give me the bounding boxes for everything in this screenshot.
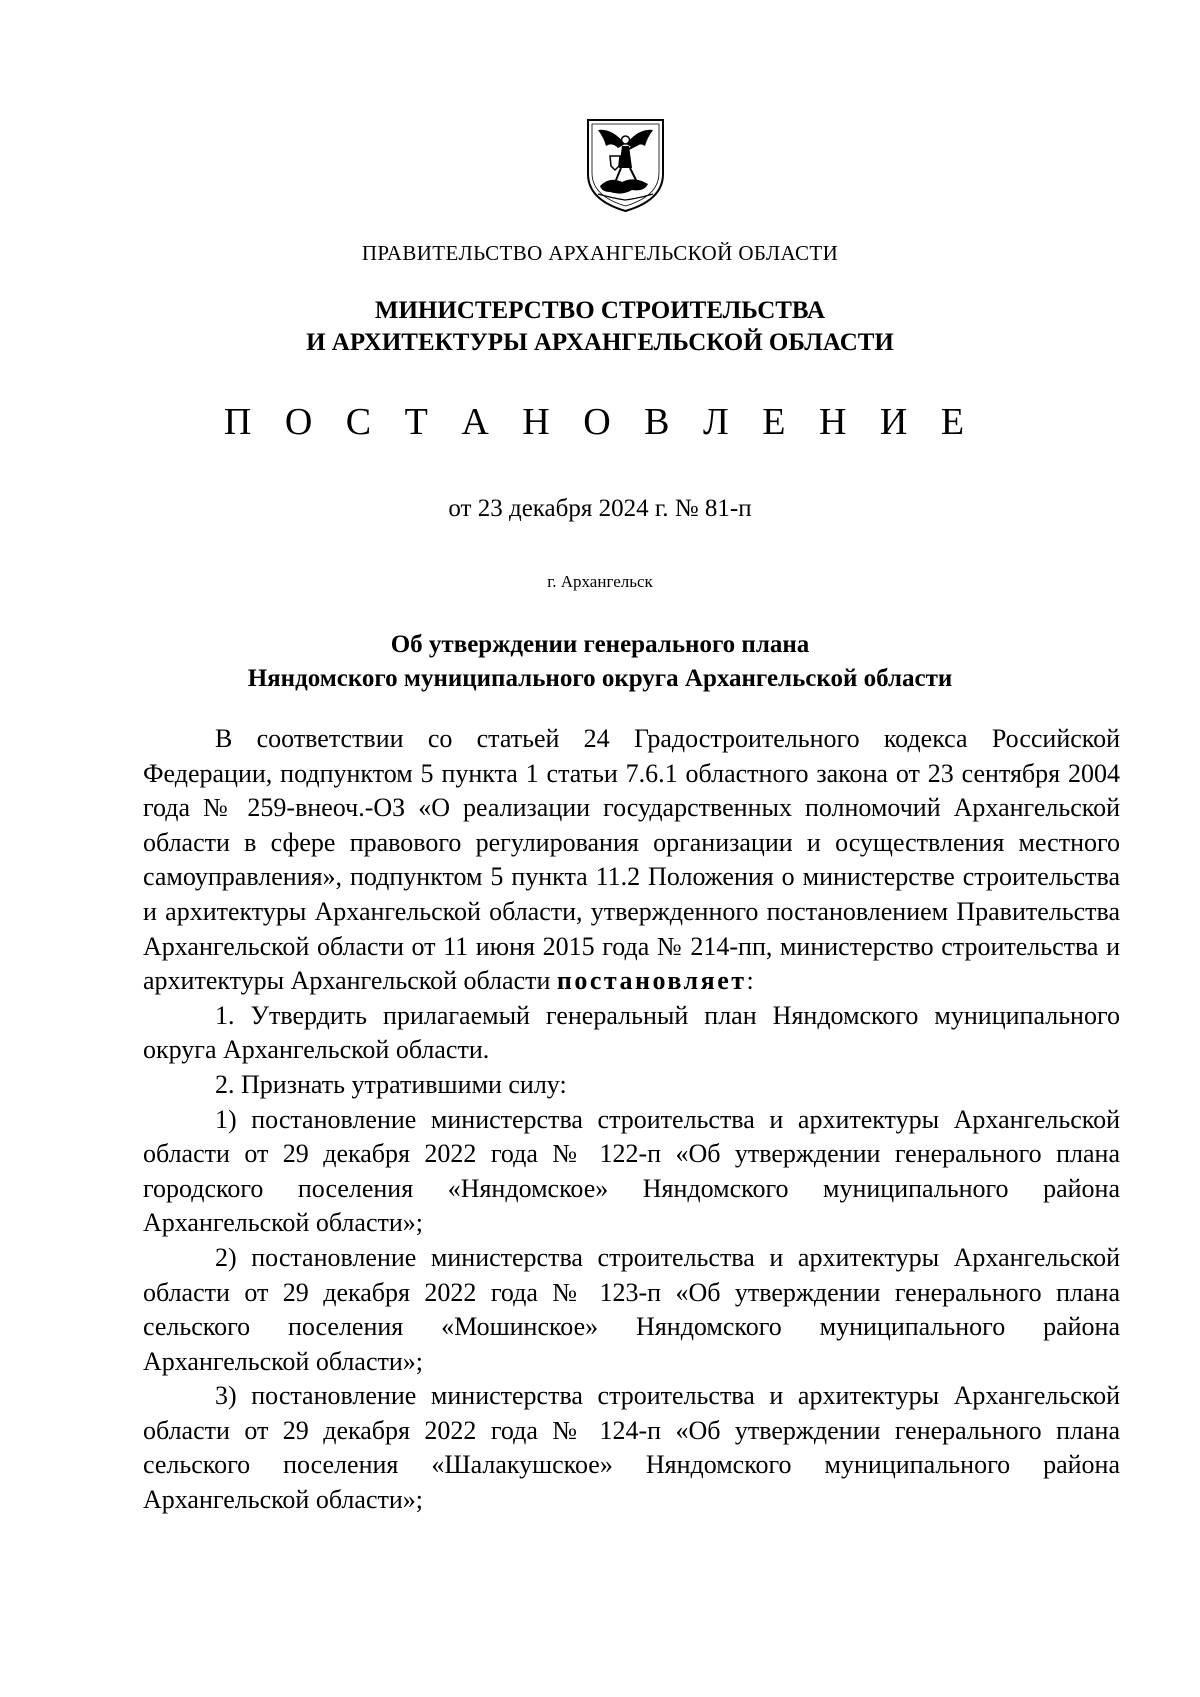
date-and-number: от 23 декабря 2024 г. № 81-п: [448, 495, 752, 522]
document-type: П О С Т А Н О В Л Е Н И Е: [223, 401, 977, 443]
preamble-text: В соответствии со статьей 24 Градостроительного кодекса Российской Федерации, подпунктом 5 пункта 1 статьи 7.6.1 областного закона от 23 сентября 2004 года № 259-внеоч.-ОЗ «О реализации государственных полномочий Архангельской области в сфере правового регулирования организации и осуществления местного самоуправления», подпунктом 5 пункта 11.2 Положения о министерстве строительства и архитектуры Архангельской области, утвержденного постановлением Правительства Архангельской области от 11 июня 2015 года № 214-пп, министерство строительства и архитектуры Архангельской области: [143, 724, 1120, 996]
item-2: 2. Признать утратившими силу:: [215, 1069, 567, 1099]
item-1: 1. Утвердить прилагаемый генеральный план Няндомского муниципального округа Архангельской области.: [143, 1000, 1120, 1065]
subject-line2: Няндомского муниципального округа Архангельской области: [247, 665, 953, 692]
postanovlyaet-word: постановляет: [556, 966, 747, 996]
government-title: ПРАВИТЕЛЬСТВО АРХАНГЕЛЬСКОЙ ОБЛАСТИ: [361, 241, 839, 265]
document-body: [143, 722, 1120, 1518]
preamble-paragraph: [143, 722, 1120, 999]
ministry-title-line1: МИНИСТЕРСТВО СТРОИТЕЛЬСТВА: [374, 297, 826, 324]
subitem-1: 1) постановление министерства строительства и архитектуры Архангельской области от 29 декабря 2022 года № 122-п «Об утверждении генерального плана городского поселения «Няндомское» Няндомского муниципального района Архангельской области»;: [143, 1104, 1120, 1238]
ministry-title-line2: И АРХИТЕКТУРЫ АРХАНГЕЛЬСКОЙ ОБЛАСТИ: [306, 329, 894, 356]
document-subject: [0, 628, 1200, 696]
subitem-2: 2) постановление министерства строительства и архитектуры Архангельской области от 29 декабря 2022 года № 123-п «Об утверждении генерального плана сельского поселения «Мошинское» Няндомского муниципального района Архангельской области»;: [143, 1242, 1120, 1376]
coat-of-arms-emblem: [582, 116, 669, 214]
subitem-3: 3) постановление министерства строительства и архитектуры Архангельской области от 29 декабря 2022 года № 124-п «Об утверждении генерального плана сельского поселения «Шалакушское» Няндомского муниципального района Архангельской области»;: [143, 1381, 1120, 1515]
city-name: г. Архангельск: [547, 572, 653, 591]
subject-line1: Об утверждении генерального плана: [390, 631, 810, 658]
preamble-colon: :: [746, 966, 754, 996]
ministry-title: [0, 295, 1200, 359]
